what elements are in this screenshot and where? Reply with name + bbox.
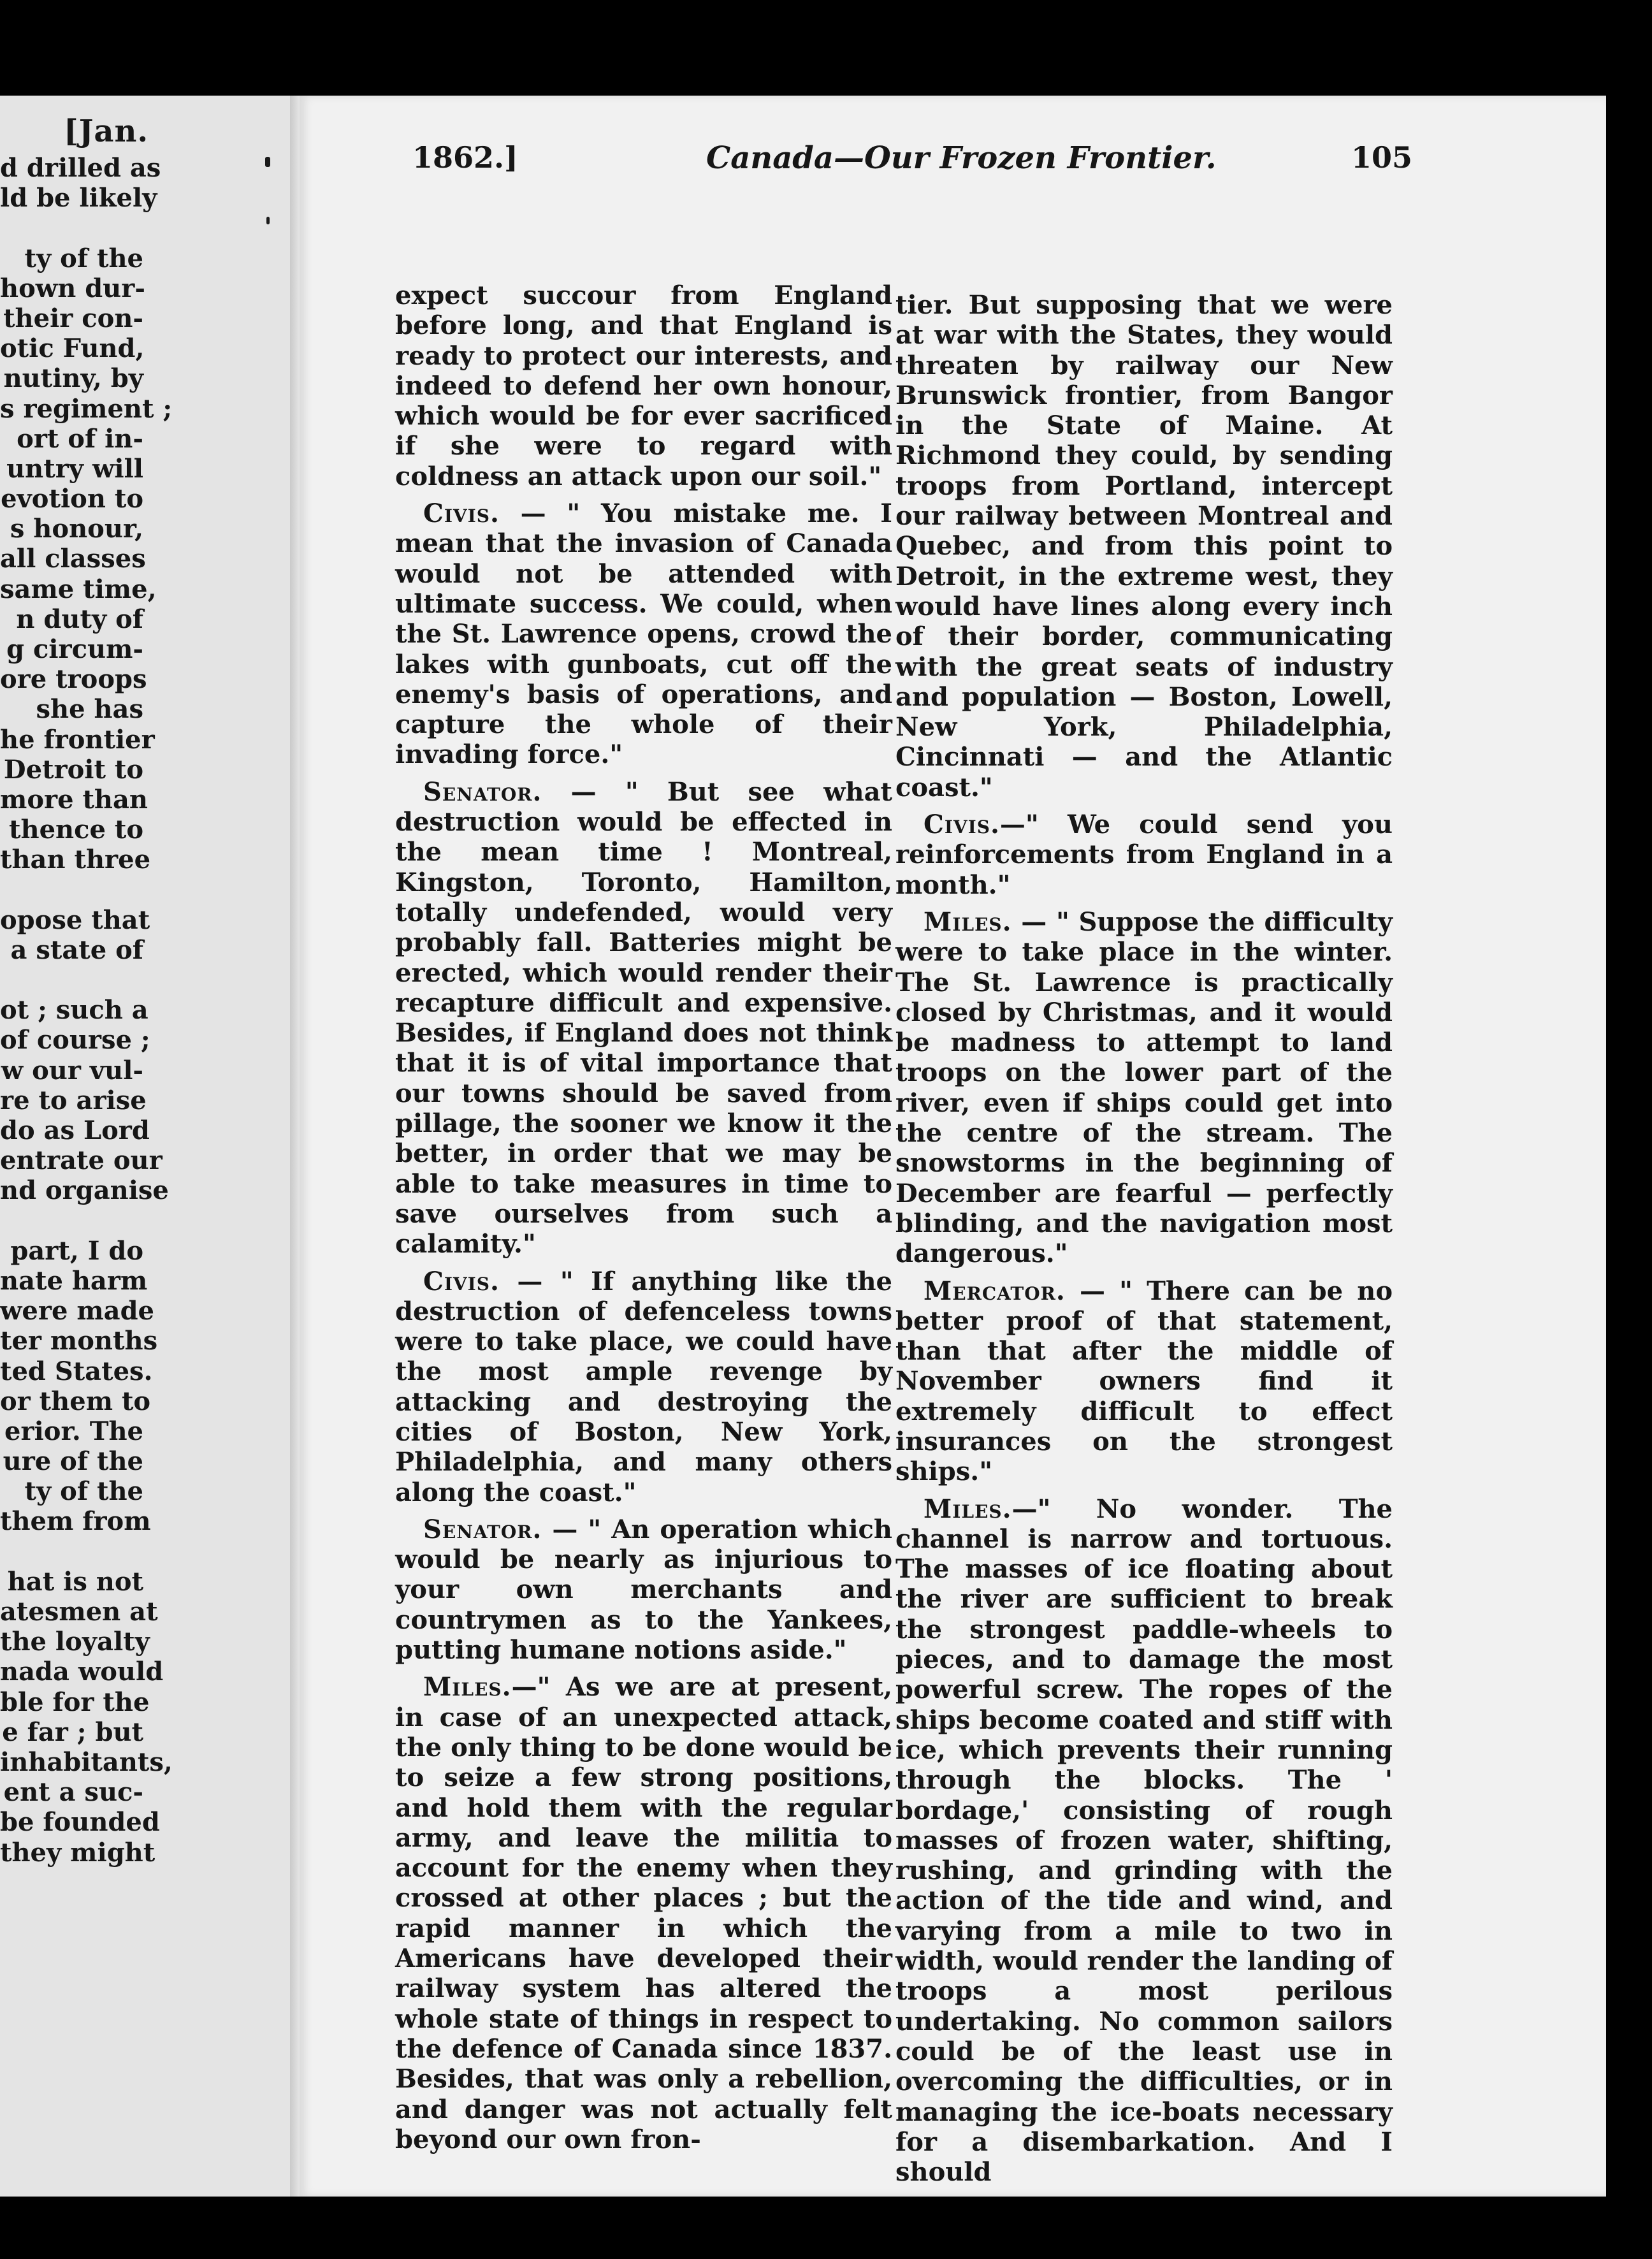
paragraph-text: —" We could send you reinforcements from England in a month."	[895, 810, 1393, 900]
left-page-line: she has	[36, 694, 143, 725]
left-page-line: s regiment ;	[0, 393, 173, 424]
left-page-line: ure of the	[3, 1446, 143, 1477]
left-page-line: ort of in-	[17, 423, 143, 454]
left-page-line: the loyalty	[0, 1627, 150, 1657]
left-page-line: Detroit to	[3, 754, 143, 785]
paragraph-text: expect succour from England before long, and that England is ready to protect our interests, and indeed to defend her own honour, which would be for ever sacrificed if she were to regard with coldness an attack upon our soil."	[395, 280, 892, 491]
left-page-line: them from	[0, 1506, 151, 1537]
paragraph-text: — " You mistake me. I mean that the invasion of Canada would not be attended with ultimate success. We could, when the St. Lawrence opens, crowd the lakes with gunboats, cut off the enemy's basis of operations, and capture the whole of their invading force."	[395, 498, 892, 770]
left-page-line: nd organise	[0, 1175, 169, 1206]
speaker-name: Mercator.	[924, 1275, 1066, 1306]
paragraph	[895, 290, 1393, 803]
speaker-name: Miles.	[924, 906, 1012, 937]
paragraph	[395, 1267, 892, 1507]
paragraph	[395, 777, 892, 1260]
left-page-text-column	[0, 153, 173, 1868]
speaker-name: Senator.	[423, 1514, 542, 1544]
left-page-line: more than	[0, 784, 149, 815]
left-page-line	[0, 1206, 143, 1236]
left-page-line: thence to	[9, 815, 143, 845]
left-page-line: ty of the	[24, 243, 143, 273]
paragraph-text: — " If anything like the destruction of defenceless towns were to take place, we could have the most ample revenge by attacking and destroying the cities of Boston, New York, Philadelphia, and many others along the coast."	[395, 1266, 892, 1507]
left-page-line: nada would	[0, 1657, 164, 1687]
page-mark	[265, 157, 270, 167]
left-page-line: ent a suc-	[3, 1777, 143, 1808]
speaker-name: Miles.	[924, 1493, 1012, 1524]
left-page-line: nate harm	[0, 1265, 148, 1296]
left-page-line: g circum-	[6, 634, 143, 664]
left-page-line: ble for the	[0, 1687, 150, 1717]
left-page-line: of course ;	[0, 1025, 150, 1056]
speaker-name: Civis.	[924, 810, 1000, 840]
left-page-line: all classes	[0, 544, 146, 574]
left-page-line: s honour,	[10, 514, 143, 544]
speaker-name: Civis.	[423, 498, 500, 529]
left-page-line: ty of the	[24, 1476, 143, 1507]
paragraph-text: — " But see what destruction would be effected in the mean time ! Montreal, Kingston, Toronto, Hamilton, totally undefended, would very probably fall. Batteries might be erected, which would render their recapture difficult and expensive. Besides, if England does not think that it is of vital importance that our towns should be saved from pillage, the sooner we know it the better, in order that we may be able to take measures in time to save ourselves from such a calamity."	[395, 776, 892, 1260]
left-page-line: do as Lord	[0, 1115, 150, 1145]
left-page-line: w our vul-	[1, 1055, 143, 1086]
paragraph-text: — " An operation which would be nearly as injurious to your own merchants and countrymen as to the Yankees, putting humane notions aside."	[395, 1514, 892, 1666]
left-page-line: ot ; such a	[0, 995, 149, 1026]
left-page-line: hown dur-	[0, 273, 145, 303]
left-page-line: were made	[0, 1296, 154, 1326]
speaker-name: Civis.	[423, 1266, 500, 1297]
left-page-line: than three	[0, 845, 151, 875]
text-column-right	[895, 290, 1393, 2187]
left-page-line: ore troops	[0, 664, 147, 695]
left-page-line: e far ; but	[2, 1717, 143, 1747]
running-head-year: 1862.]	[412, 140, 518, 175]
left-page-line: hat is not	[7, 1566, 143, 1597]
left-page-line: d drilled as	[0, 153, 161, 183]
paragraph-text: — " There can be no better proof of that statement, than that after the middle of November owners find it extremely difficult to effect insurances on the strongest ships."	[895, 1275, 1393, 1487]
page-mark	[266, 217, 270, 224]
paragraph	[395, 498, 892, 770]
text-column-left	[395, 280, 892, 2154]
left-page-line: part, I do	[10, 1235, 143, 1266]
left-page-line: a state of	[10, 934, 143, 965]
paragraph	[895, 1276, 1393, 1487]
left-page-line: same time,	[0, 574, 157, 604]
left-page-line: ted States.	[0, 1356, 153, 1386]
left-page-line: untry will	[6, 453, 143, 484]
left-page-line: ter months	[0, 1326, 158, 1356]
paragraph-text: —" As we are at present, in case of an unexpected attack, the only thing to be done would be to seize a few strong positions, and hold them with the regular army, and leave the militia to account for the enemy when they crossed at other places ; but the rapid manner in which the Americans have developed their railway system has altered the whole state of things in respect to the defence of Canada since 1837. Besides, that was only a rebellion, and danger was not actually felt beyond our own fron-	[395, 1672, 892, 2154]
left-running-head: [Jan.	[64, 113, 149, 149]
paragraph	[895, 1494, 1393, 2188]
paragraph	[395, 1514, 892, 1665]
left-page-line: they might	[0, 1837, 156, 1868]
paragraph-text: tier. But supposing that we were at war with the States, they would threaten by railway our New Brunswick frontier, from Bangor in the State of Maine. At Richmond they could, by sending troops from Portland, intercept our railway between Montreal and Quebec, and from this point to Detroit, in the extreme west, they would have lines along every inch of their border, communicating with the great seats of industry and population — Boston, Lowell, New York, Philadelphia, Cincinnati — and the Atlantic coast."	[895, 290, 1393, 803]
left-page-line	[0, 875, 143, 905]
left-page-line	[0, 965, 143, 995]
paragraph	[395, 1672, 892, 2154]
left-page-line: their con-	[3, 303, 143, 333]
paragraph	[895, 907, 1393, 1269]
left-page-line: entrate our	[0, 1145, 163, 1176]
left-page-line: evotion to	[1, 484, 143, 514]
left-page-line: n duty of	[16, 604, 143, 634]
left-page-line: be founded	[0, 1807, 160, 1838]
left-page-line	[0, 1537, 143, 1567]
speaker-name: Senator.	[423, 776, 542, 807]
left-page-line: he frontier	[0, 724, 155, 755]
left-page-line: opose that	[0, 904, 150, 935]
left-page-line	[0, 213, 143, 243]
left-page-line: otic Fund,	[0, 333, 145, 364]
left-page-line: atesmen at	[0, 1597, 158, 1627]
left-page-line: inhabitants,	[0, 1747, 173, 1777]
paragraph-text: — " Suppose the difficulty were to take place in the winter. The St. Lawrence is practically closed by Christmas, and it would be madness to attempt to land troops on the lower part of the river, even if ships could get into the centre of the stream. The snowstorms in the beginning of December are fearful — perfectly blinding, and the navigation most dangerous."	[895, 906, 1393, 1269]
paragraph	[395, 280, 892, 491]
left-page-line: nutiny, by	[3, 363, 143, 394]
running-head-title: Canada—Our Frozen Frontier.	[706, 140, 1217, 176]
page-number: 105	[1351, 140, 1413, 175]
left-page-line: ld be likely	[0, 183, 157, 214]
left-page-line: or them to	[0, 1386, 151, 1416]
paragraph-text: —" No wonder. The channel is narrow and tortuous. The masses of ice floating about the river are sufficient to break the strongest paddle-wheels to pieces, and to damage the most powerful screw. The ropes of the ships become coated and stiff with ice, which prevents their running through the blocks. The ' bordage,' consisting of rough masses of frozen water, shifting, rushing, and grinding with the action of the tide and wind, and varying from a mile to two in width, would render the landing of troops a most perilous undertaking. No common sailors could be of the least use in overcoming the difficulties, or in managing the ice-boats necessary for a disembarkation. And I should	[895, 1493, 1393, 2188]
paragraph	[895, 810, 1393, 900]
left-page-line: re to arise	[0, 1085, 147, 1115]
left-page-line: erior. The	[4, 1416, 143, 1446]
speaker-name: Miles.	[423, 1672, 512, 1703]
